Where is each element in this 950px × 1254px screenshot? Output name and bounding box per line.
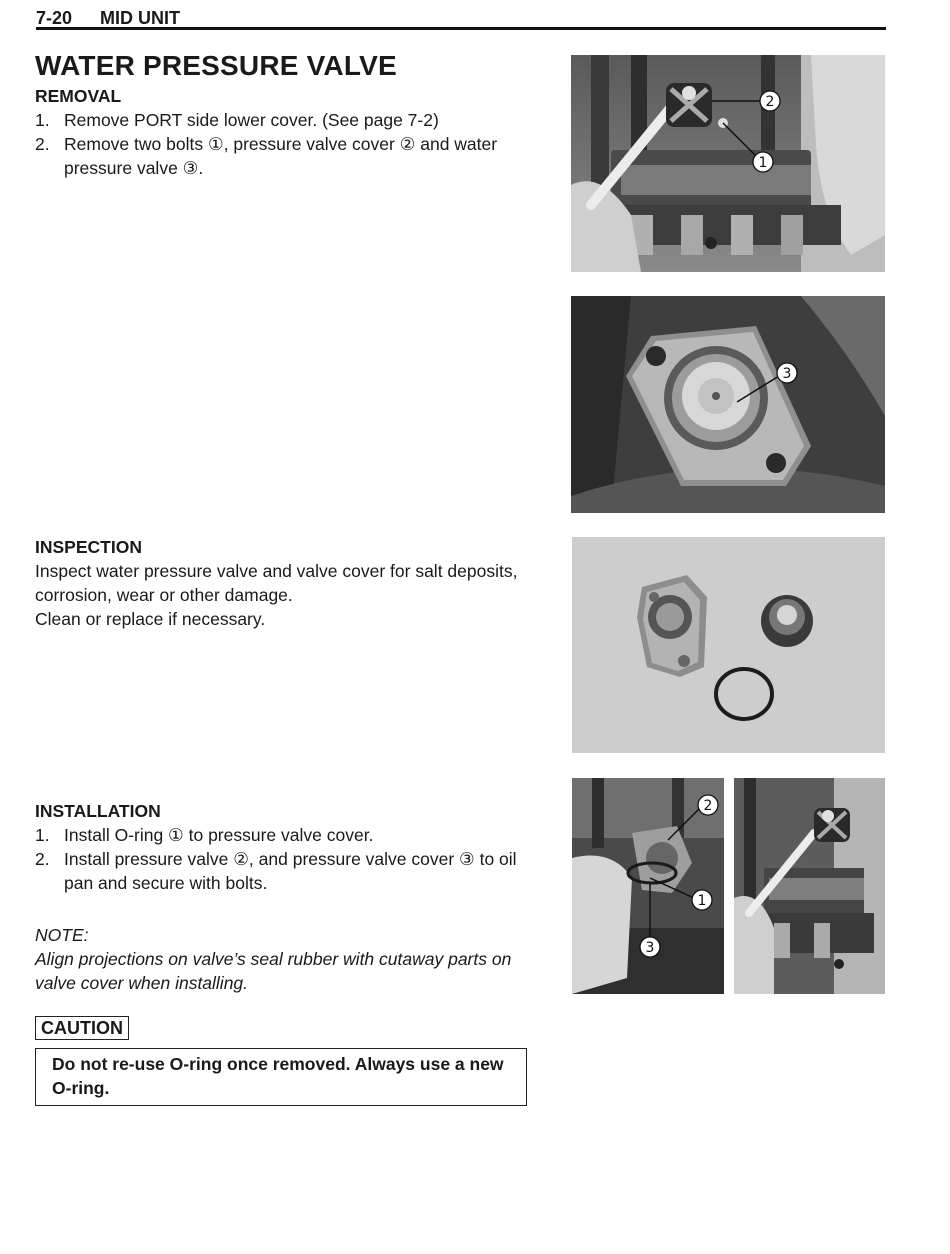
callout-2 [698,795,718,815]
installation-heading: INSTALLATION [35,801,161,821]
note-section [35,923,530,995]
section-title: MID UNIT [100,8,180,28]
photo-removed-parts [572,537,885,753]
step-text: Install pressure valve ②, and pressure valve cover ③ to oil pan and secure with bolts. [64,849,517,893]
inspection-heading: INSPECTION [35,537,142,557]
step-text: Remove two bolts ①, pressure valve cover ② and water pressure valve ③. [64,134,498,178]
callout-1 [692,890,712,910]
note-text: Align projections on valve’s seal rubber with cutaway parts on valve cover when installing. [35,949,512,993]
svg-text:3: 3 [782,366,792,382]
list-item [35,108,530,132]
caution-label: CAUTION [35,1016,129,1040]
step-text: Install O-ring ① to pressure valve cover. [64,825,374,845]
inspection-line: Clean or replace if necessary. [35,609,266,629]
svg-text:3: 3 [645,940,655,956]
installation-section [35,799,530,895]
list-item [35,847,530,895]
callout-3 [777,363,797,383]
photo-valve-seat [571,296,885,513]
callout-2 [760,91,780,111]
inspection-line: corrosion, wear or other damage. [35,585,293,605]
page-number: 7-20 [36,8,73,28]
step-number: 1. [35,110,50,130]
caution-box [35,1048,527,1106]
photo-removal-bolts [571,55,885,272]
list-item [35,132,530,180]
removal-section [35,84,530,180]
svg-text:2: 2 [765,94,775,110]
inspection-line: Inspect water pressure valve and valve cover for salt deposits, [35,561,518,581]
step-text: Remove PORT side lower cover. (See page 7-2) [64,110,439,130]
removal-heading: REMOVAL [35,86,122,106]
inspection-section [35,535,530,631]
step-number: 2. [35,849,50,869]
caution-text: Do not re-use O-ring once removed. Always use a new O-ring. [52,1054,504,1098]
page-header [36,6,886,30]
note-heading: NOTE: [35,925,89,945]
callout-3 [640,937,660,957]
removal-steps [35,108,530,180]
callout-1 [753,152,773,172]
photo-tighten-bolts [734,778,885,994]
step-number: 2. [35,134,50,154]
installation-steps [35,823,530,895]
svg-text:2: 2 [703,798,713,814]
svg-text:1: 1 [697,893,707,909]
list-item [35,823,530,847]
step-number: 1. [35,825,50,845]
page-title: WATER PRESSURE VALVE [35,50,397,81]
svg-text:1: 1 [758,155,768,171]
photo-install-oring [572,778,724,994]
